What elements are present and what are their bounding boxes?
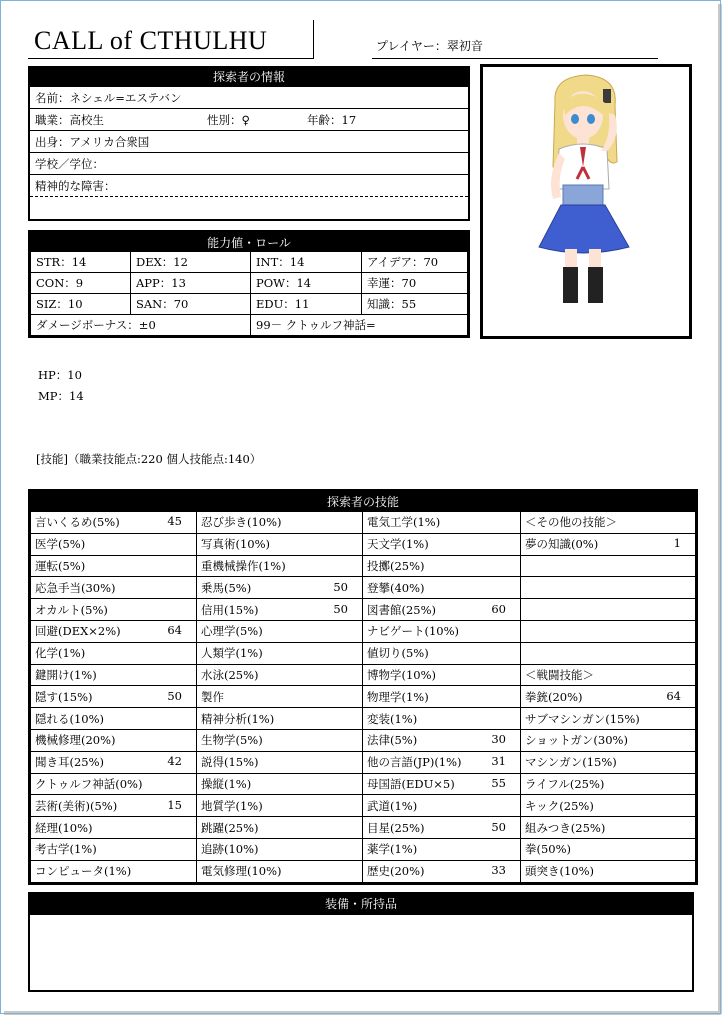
skill-name: 隠す(15%) (35, 689, 93, 704)
skill-row (31, 555, 696, 577)
skill-name: 化学(1%) (35, 646, 86, 661)
ability-cell: DEX：12 (131, 252, 251, 273)
skill-cell (363, 664, 521, 686)
skill-name: 電気工学(1%) (367, 515, 441, 530)
skill-cell (521, 664, 696, 686)
skill-name: 目星(25%) (367, 820, 425, 835)
skill-cell (197, 533, 363, 555)
skill-cell (363, 512, 521, 534)
skill-cell (197, 512, 363, 534)
skill-name: ＜戦闘技能＞ (525, 667, 594, 682)
skill-value: 45 (167, 514, 182, 529)
skill-cell (31, 751, 197, 773)
skill-row (31, 838, 696, 860)
character-portrait (480, 64, 692, 339)
skill-name: 組みつき(25%) (525, 820, 606, 835)
ability-table (28, 230, 470, 338)
skill-name: 精神分析(1%) (201, 711, 275, 726)
skill-cell (31, 620, 197, 642)
skill-value: 30 (491, 732, 506, 747)
occupation-row (30, 109, 468, 131)
skill-name: ナビゲート(10%) (367, 624, 460, 639)
skill-name: 追跡(10%) (201, 842, 259, 857)
skill-name: 忍び歩き(10%) (201, 515, 282, 530)
skill-name: 電気修理(10%) (201, 864, 282, 879)
skill-cell (363, 838, 521, 860)
skill-name: 隠れる(10%) (35, 711, 105, 726)
skill-name: 夢の知識(0%) (525, 537, 599, 552)
skill-cell (521, 686, 696, 708)
skills-header: 探索者の技能 (31, 492, 696, 512)
skill-cell (521, 620, 696, 642)
ability-row (31, 273, 468, 294)
skill-cell (31, 795, 197, 817)
skill-cell (521, 773, 696, 795)
skill-cell (197, 555, 363, 577)
equipment-box (28, 892, 694, 992)
skill-name: クトゥルフ神話(0%) (35, 776, 143, 791)
skill-cell (197, 577, 363, 599)
name-row (30, 87, 468, 109)
sex-field: 性別：♀ (207, 112, 250, 127)
skill-name: オカルト(5%) (35, 602, 108, 617)
skill-name: 操縦(1%) (201, 776, 252, 791)
skill-cell (31, 555, 197, 577)
skill-cell (521, 642, 696, 664)
skill-name: 薬学(1%) (367, 842, 418, 857)
skill-cell (31, 577, 197, 599)
skill-cell (363, 555, 521, 577)
skill-cell (521, 555, 696, 577)
skill-cell (363, 577, 521, 599)
skill-name: 母国語(EDU×5) (367, 776, 455, 791)
skill-cell (31, 599, 197, 621)
skill-name: 他の言語(JP)(1%) (367, 755, 462, 770)
skill-cell (197, 664, 363, 686)
skill-cell (197, 795, 363, 817)
skill-name: 重機械操作(1%) (201, 558, 286, 573)
investigator-info-header: 探索者の情報 (30, 68, 468, 87)
skill-name: 歴史(20%) (367, 864, 425, 879)
skill-cell (521, 577, 696, 599)
skill-value: 50 (167, 688, 182, 703)
skill-value: 50 (333, 601, 348, 616)
skill-row (31, 642, 696, 664)
character-portrait-icon (483, 67, 689, 336)
skill-cell (363, 860, 521, 882)
skill-cell (521, 729, 696, 751)
ability-row (31, 252, 468, 273)
skill-cell (197, 620, 363, 642)
skill-name: 言いくるめ(5%) (35, 515, 120, 530)
skill-name: 投擲(25%) (367, 558, 425, 573)
skill-name: 乗馬(5%) (201, 580, 252, 595)
skill-name: 水泳(25%) (201, 667, 259, 682)
skill-cell (521, 751, 696, 773)
skill-cell (197, 773, 363, 795)
skill-cell (197, 838, 363, 860)
skill-cell (31, 686, 197, 708)
mp-value: MP：14 (38, 389, 84, 403)
school-field: 学校／学位： (35, 156, 104, 171)
skill-name: 信用(15%) (201, 602, 259, 617)
skill-name: 製作 (201, 689, 224, 704)
skill-name: コンピュータ(1%) (35, 864, 132, 879)
skill-row (31, 773, 696, 795)
investigator-info (28, 66, 470, 221)
damage-bonus-cell: ダメージボーナス：±0 (31, 315, 251, 336)
ability-cell: STR：14 (31, 252, 131, 273)
skill-cell (521, 708, 696, 730)
skills-table (28, 489, 698, 885)
skill-row (31, 817, 696, 839)
occupation-field: 職業：高校生 (35, 112, 104, 127)
ability-cell: INT：14 (251, 252, 362, 273)
title-box (28, 20, 314, 59)
skill-name: 運転(5%) (35, 558, 86, 573)
school-row (30, 153, 468, 175)
skill-cell (31, 664, 197, 686)
birthplace-field: 出身：アメリカ合衆国 (35, 134, 150, 149)
skill-row (31, 512, 696, 534)
skill-name: 生物学(5%) (201, 733, 263, 748)
skill-name: 天文学(1%) (367, 537, 429, 552)
skill-name: 回避(DEX×2%) (35, 624, 121, 639)
skill-cell (521, 795, 696, 817)
ability-cell: POW：14 (251, 273, 362, 294)
skill-value: 55 (491, 775, 506, 790)
skill-name: 拳銃(20%) (525, 689, 583, 704)
skill-name: マシンガン(15%) (525, 755, 617, 770)
skill-name: 考古学(1%) (35, 842, 97, 857)
skill-cell (31, 838, 197, 860)
skill-name: 図書館(25%) (367, 602, 437, 617)
skill-value: 15 (167, 797, 182, 812)
skill-value: 64 (167, 623, 182, 638)
skill-name: 法律(5%) (367, 733, 418, 748)
skill-cell (363, 795, 521, 817)
sheet-title: CALL of CTHULHU (34, 26, 268, 55)
skill-cell (31, 773, 197, 795)
skill-cell (363, 708, 521, 730)
skill-points-label: [技能]（職業技能点:220 個人技能点:140） (36, 452, 262, 466)
skill-cell (197, 817, 363, 839)
ability-cell: SIZ：10 (31, 294, 131, 315)
mythos-sanity-cell: 99－ クトゥルフ神話= (251, 315, 468, 336)
skill-name: 物理学(1%) (367, 689, 429, 704)
skill-row (31, 686, 696, 708)
skill-cell (363, 533, 521, 555)
skill-name: ＜その他の技能＞ (525, 515, 617, 530)
skill-row (31, 533, 696, 555)
skill-name: 頭突き(10%) (525, 864, 595, 879)
skill-row (31, 577, 696, 599)
skill-name: 説得(15%) (201, 755, 259, 770)
birthplace-row (30, 131, 468, 153)
skill-value: 42 (167, 754, 182, 769)
skill-name: 変装(1%) (367, 711, 418, 726)
ability-cell: APP：13 (131, 273, 251, 294)
skill-cell (197, 599, 363, 621)
skill-cell (31, 729, 197, 751)
ability-cell: アイデア：70 (362, 252, 468, 273)
skill-cell (31, 860, 197, 882)
skill-cell (521, 533, 696, 555)
skill-cell (197, 708, 363, 730)
skill-name: 鍵開け(1%) (35, 667, 97, 682)
skill-cell (197, 751, 363, 773)
skill-cell (363, 751, 521, 773)
skill-cell (521, 817, 696, 839)
skill-name: 芸術(美術)(5%) (35, 798, 118, 813)
skill-name: 応急手当(30%) (35, 580, 116, 595)
skill-cell (363, 620, 521, 642)
skill-name: 跳躍(25%) (201, 820, 259, 835)
skill-name: 機械修理(20%) (35, 733, 116, 748)
skill-cell (31, 512, 197, 534)
skill-value: 60 (491, 601, 506, 616)
skill-name: 経理(10%) (35, 820, 93, 835)
skill-cell (363, 686, 521, 708)
skill-row (31, 664, 696, 686)
skill-name: 聞き耳(25%) (35, 755, 105, 770)
skill-value: 64 (666, 688, 681, 703)
skill-cell (31, 642, 197, 664)
skill-cell (521, 512, 696, 534)
skill-name: 登攀(40%) (367, 580, 425, 595)
skill-row (31, 729, 696, 751)
name-field: 名前：ネシェル=エステバン (35, 90, 182, 105)
skill-row (31, 751, 696, 773)
skill-row (31, 860, 696, 882)
skill-value: 33 (491, 863, 506, 878)
skill-cell (521, 838, 696, 860)
skill-name: 武道(1%) (367, 798, 418, 813)
skill-cell (521, 599, 696, 621)
equipment-header: 装備・所持品 (30, 894, 692, 914)
ability-cell: SAN：70 (131, 294, 251, 315)
skill-cell (363, 773, 521, 795)
skill-name: 地質学(1%) (201, 798, 263, 813)
skill-cell (363, 817, 521, 839)
skill-cell (363, 729, 521, 751)
skill-name: サブマシンガン(15%) (525, 711, 640, 726)
skill-cell (31, 817, 197, 839)
skill-cell (521, 860, 696, 882)
skill-value: 1 (673, 536, 681, 551)
skill-cell (363, 599, 521, 621)
insanity-row (30, 175, 468, 197)
ability-cell: 幸運：70 (362, 273, 468, 294)
skill-cell (197, 642, 363, 664)
hp-value: HP：10 (38, 368, 82, 382)
skill-value: 50 (333, 579, 348, 594)
skill-value: 50 (491, 819, 506, 834)
skill-row (31, 795, 696, 817)
insanity-field: 精神的な障害： (35, 178, 116, 193)
skill-row (31, 599, 696, 621)
skill-name: 博物学(10%) (367, 667, 437, 682)
skill-name: 人類学(1%) (201, 646, 263, 661)
skill-name: 写真術(10%) (201, 537, 271, 552)
skill-name: 拳(50%) (525, 842, 572, 857)
ability-cell: 知識：55 (362, 294, 468, 315)
skill-value: 31 (491, 754, 506, 769)
skill-cell (197, 686, 363, 708)
skill-name: ライフル(25%) (525, 776, 605, 791)
skill-name: 値切り(5%) (367, 646, 429, 661)
equipment-body (30, 914, 692, 915)
skill-name: 医学(5%) (35, 537, 86, 552)
skill-row (31, 620, 696, 642)
ability-row (31, 294, 468, 315)
skill-name: キック(25%) (525, 798, 594, 813)
ability-row (31, 315, 468, 336)
skill-name: ショットガン(30%) (525, 733, 628, 748)
skill-name: 心理学(5%) (201, 624, 263, 639)
ability-cell: EDU：11 (251, 294, 362, 315)
skill-cell (197, 860, 363, 882)
skill-cell (197, 729, 363, 751)
skill-cell (363, 642, 521, 664)
player-line (372, 36, 658, 59)
skill-row (31, 708, 696, 730)
ability-cell: CON：9 (31, 273, 131, 294)
insanity-extra-line (30, 197, 468, 219)
ability-header: 能力値・ロール (31, 233, 468, 252)
skill-cell (31, 533, 197, 555)
age-field: 年齢：17 (307, 112, 357, 127)
skill-cell (31, 708, 197, 730)
player-name: プレイヤー：翠初音 (376, 39, 483, 53)
